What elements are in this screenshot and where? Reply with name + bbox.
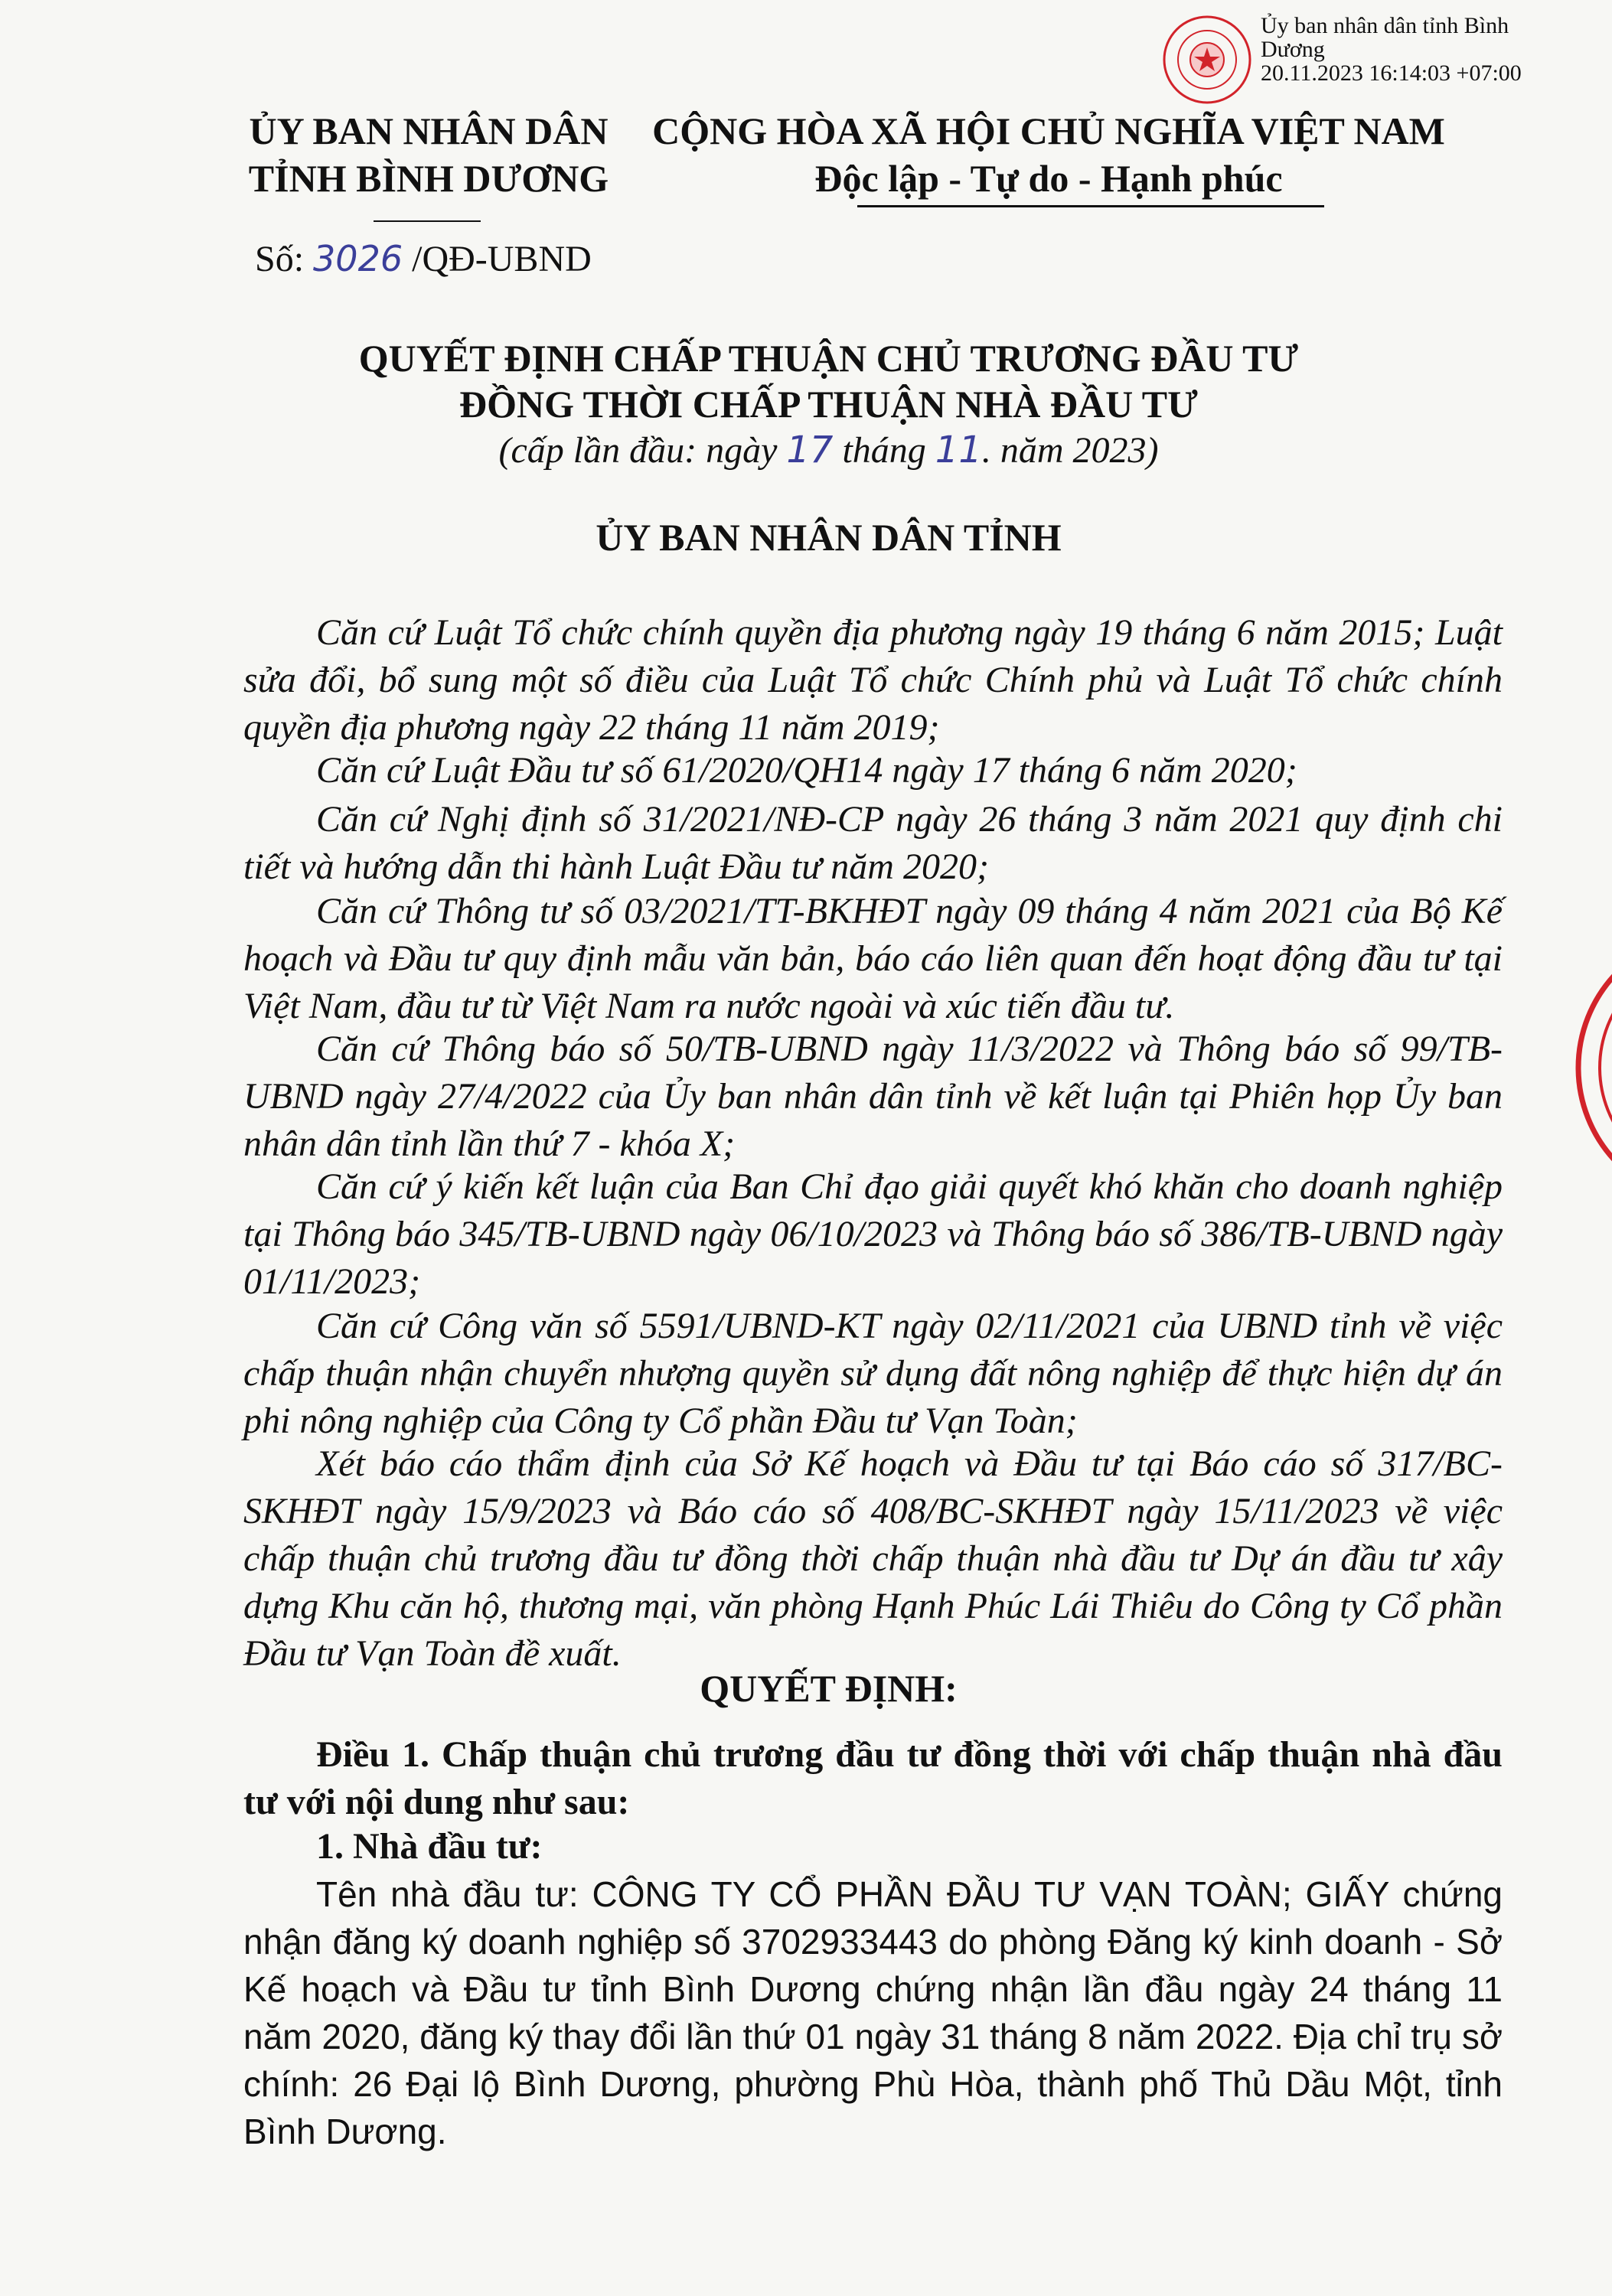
- seal-emblem-icon: [1160, 14, 1255, 106]
- issue-date-prefix: (cấp lần đầu: ngày: [498, 430, 787, 471]
- doc-number-handwritten: 3026: [313, 238, 403, 279]
- article-1: Điều 1. Chấp thuận chủ trương đầu tư đồng thời với chấp thuận nhà đầu tư với nội dung như sau:: [243, 1734, 1503, 1822]
- issue-month-label: tháng: [833, 430, 935, 471]
- issue-day: 17: [786, 429, 834, 471]
- header-left-line2: TỈNH BÌNH DƯƠNG: [248, 157, 609, 200]
- basis-8: Xét báo cáo thẩm định của Sở Kế hoạch và Đầu tư tại Báo cáo số 317/BC-SKHĐT ngày 15/9/2023 và Báo cáo số 408/BC-SKHĐT ngày 15/11/2023 về việc chấp thuận chủ trương đầu tư đồng thời chấp thuận nhà đầu tư Dự án đầu tư xây dựng Khu căn hộ, thương mại, văn phòng Hạnh Phúc Lái Thiêu do Công ty Cổ phần Đầu tư Vạn Toàn đề xuất.: [243, 1443, 1503, 1674]
- motto-underline: [857, 205, 1324, 207]
- issue-date: [230, 427, 1428, 474]
- header-left: [230, 107, 628, 202]
- basis-4: Căn cứ Thông tư số 03/2021/TT-BKHĐT ngày 09 tháng 4 năm 2021 của Bộ Kế hoạch và Đầu tư quy định mẫu văn bản, báo cáo liên quan đến hoạt động đầu tư tại Việt Nam, đầu tư từ Việt Nam ra nước ngoài và xúc tiến đầu tư.: [243, 891, 1503, 1026]
- title-line2: ĐỒNG THỜI CHẤP THUẬN NHÀ ĐẦU TƯ: [459, 383, 1198, 426]
- section-1-heading: 1. Nhà đầu tư:: [316, 1826, 543, 1867]
- signature-timestamp: 20.11.2023 16:14:03 +07:00: [1261, 60, 1522, 86]
- investor-paragraph: Tên nhà đầu tư: CÔNG TY CỔ PHẦN ĐẦU TƯ VẠN TOÀN; GIẤY chứng nhận đăng ký doanh nghiệp số 3702933443 do phòng Đăng ký kinh doanh - Sở Kế hoạch và Đầu tư tỉnh Bình Dương chứng nhận lần đầu ngày 24 tháng 11 năm 2020, đăng ký thay đổi lần thứ 01 ngày 31 tháng 8 năm 2022. Địa chỉ trụ sở chính: 26 Đại lộ Bình Dương, phường Phù Hòa, thành phố Thủ Dầu Một, tỉnh Bình Dương.: [243, 1874, 1503, 2151]
- header-left-underline: [374, 220, 481, 222]
- digital-signature-block: [1160, 14, 1607, 106]
- basis-2: Căn cứ Luật Đầu tư số 61/2020/QH14 ngày 17 tháng 6 năm 2020;: [316, 750, 1297, 791]
- signature-line-1: Ủy ban nhân dân tỉnh Bình: [1261, 13, 1509, 38]
- basis-6: Căn cứ ý kiến kết luận của Ban Chỉ đạo giải quyết khó khăn cho doanh nghiệp tại Thông báo 345/TB-UBND ngày 06/10/2023 và Thông báo số 386/TB-UBND ngày 01/11/2023;: [243, 1166, 1503, 1302]
- doc-number-suffix: /QĐ-UBND: [412, 239, 592, 279]
- authority-heading: ỦY BAN NHÂN DÂN TỈNH: [596, 516, 1062, 559]
- basis-5: Căn cứ Thông báo số 50/TB-UBND ngày 11/3/2022 và Thông báo số 99/TB-UBND ngày 27/4/2022 của Ủy ban nhân dân tỉnh về kết luận tại Phiên họp Ủy ban nhân dân tỉnh lần thứ 7 - khóa X;: [243, 1029, 1503, 1164]
- issue-year: . năm 2023): [981, 430, 1159, 471]
- basis-1: Căn cứ Luật Tổ chức chính quyền địa phương ngày 19 tháng 6 năm 2015; Luật sửa đổi, bổ sung một số điều của Luật Tổ chức Chính phủ và Luật Tổ chức chính quyền địa phương ngày 22 tháng 11 năm 2019;: [243, 612, 1503, 748]
- red-seal-icon: [1561, 926, 1612, 1209]
- motto: Độc lập - Tự do - Hạnh phúc: [814, 157, 1283, 200]
- issue-month: 11: [935, 429, 982, 471]
- header-left-line1: ỦY BAN NHÂN DÂN: [249, 109, 609, 152]
- title-line1: QUYẾT ĐỊNH CHẤP THUẬN CHỦ TRƯƠNG ĐẦU TƯ: [358, 337, 1299, 380]
- signature-line-2: Dương: [1261, 37, 1325, 62]
- basis-7: Căn cứ Công văn số 5591/UBND-KT ngày 02/11/2021 của UBND tỉnh về việc chấp thuận nhận chuyển nhượng quyền sử dụng đất nông nghiệp để thực hiện dự án phi nông nghiệp của Công ty Cổ phần Đầu tư Vạn Toàn;: [243, 1306, 1503, 1441]
- basis-3: Căn cứ Nghị định số 31/2021/NĐ-CP ngày 26 tháng 3 năm 2021 quy định chi tiết và hướng dẫn thi hành Luật Đầu tư năm 2020;: [243, 799, 1503, 887]
- decision-heading: QUYẾT ĐỊNH:: [700, 1667, 958, 1710]
- doc-number-prefix: Số:: [255, 239, 305, 279]
- doc-number: [255, 236, 592, 282]
- country-name: CỘNG HÒA XÃ HỘI CHỦ NGHĨA VIỆT NAM: [652, 109, 1445, 152]
- decision-title: [230, 335, 1428, 427]
- header-right: [651, 107, 1447, 202]
